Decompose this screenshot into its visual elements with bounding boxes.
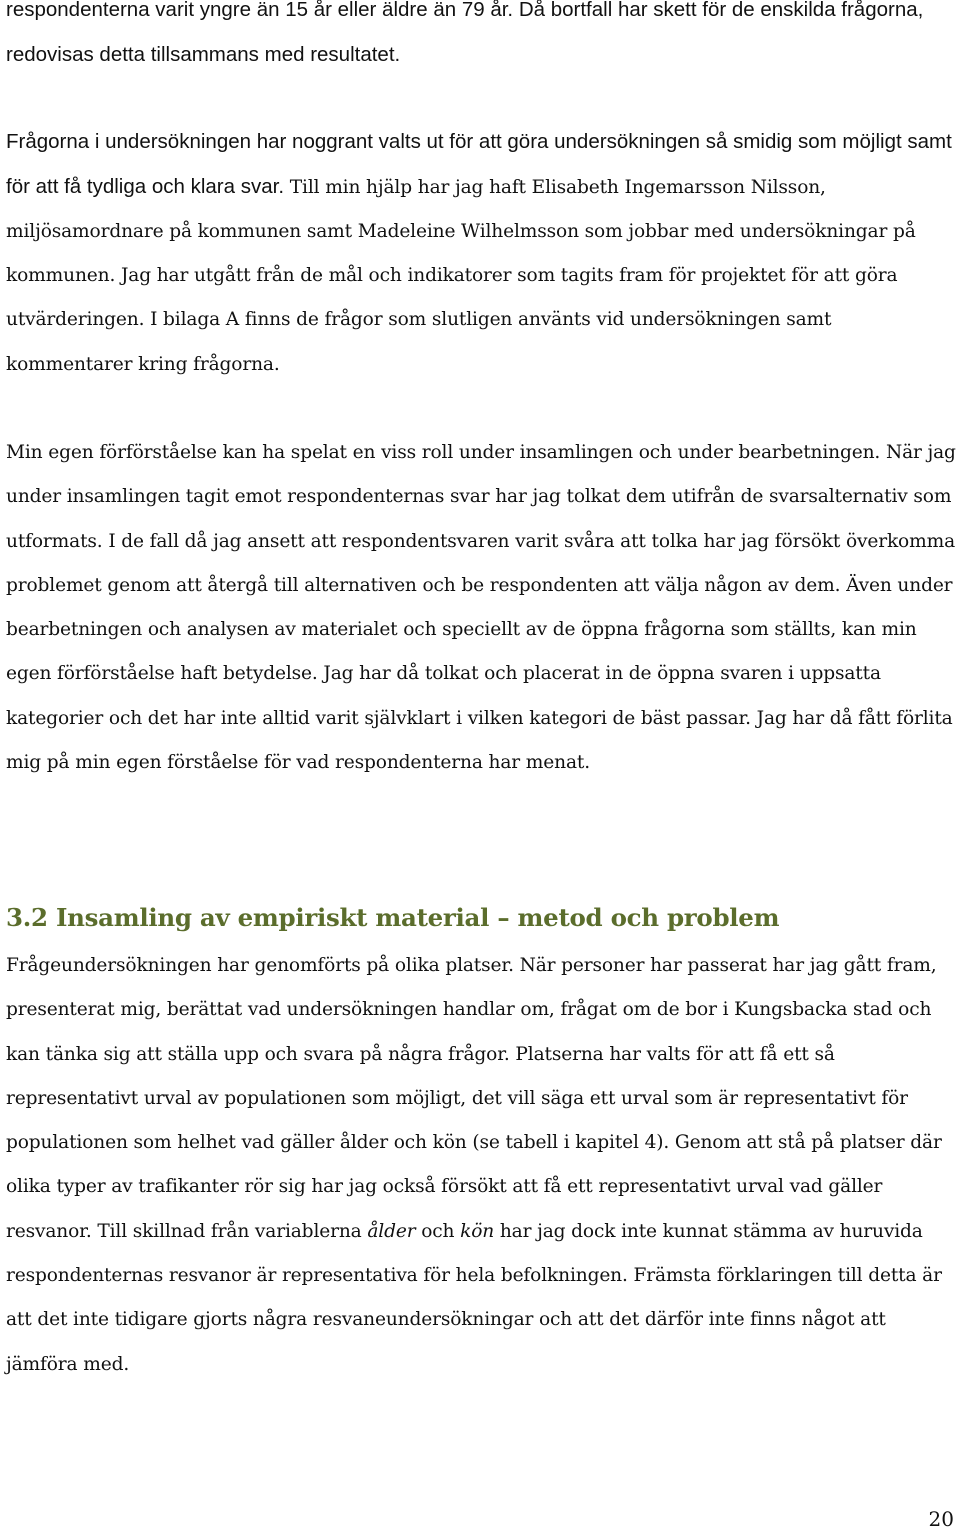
paragraph-respondents-age (6, 0, 956, 77)
paragraph-text: respondenterna varit yngre än 15 år eller äldre än 79 år. Då bortfall har skett för de enskilda frågorna, redovisas detta tillsammans med resultatet. (6, 0, 924, 66)
paragraph-text-sans: Frågorna i undersökningen har noggrant valts ut för att göra undersökningen så smidig som möjligt samt för att få tydliga och klara svar. (6, 130, 952, 198)
paragraph-text: Min egen förförståelse kan ha spelat en viss roll under insamlingen och under bearbetningen. När jag under insamlingen tagit emot respondenternas svar har jag tolkat dem utifrån de svarsalternativ som utformats. I de fall då jag ansett att respondentsvaren varit svåra att tolka har jag försökt överkomma problemet genom att återgå till alternativen och be respondenten att välja någon av dem. Även under bearbetningen och analysen av materialet och speciellt av de öppna frågorna som ställts, kan min egen förförståelse haft betydelse. Jag har då tolkat och placerat in de öppna svaren i uppsatta kategorier och det har inte alltid varit självklart i vilken kategori de bäst passar. Jag har då fått förlita mig på min egen förståelse för vad respondenterna har menat. (6, 442, 956, 774)
emphasis-age: ålder (367, 1220, 416, 1242)
section-heading: 3.2 Insamling av empiriskt material – metod och problem (6, 903, 780, 932)
paragraph-data-collection (6, 944, 956, 1387)
paragraph-preunderstanding (6, 431, 956, 785)
emphasis-gender: kön (460, 1220, 495, 1242)
paragraph-text-part1: Frågeundersökningen har genomförts på olika platser. När personer har passerat har jag gått fram, presenterat mig, berättat vad undersökningen handlar om, frågat om de bor i Kungsbacka stad och kan tänka sig att ställa upp och svara på några frågor. Platserna har valts för att få ett så representativt urval av populationen som möjligt, det vill säga ett urval som är representativt för populationen som helhet vad gäller ålder och kön (se tabell i kapitel 4). Genom att stå på platser där olika typer av trafikanter rör sig har jag också försökt att få ett representativt urval vad gäller resvanor. Till skillnad från variablerna (6, 955, 942, 1242)
paragraph-question-selection (6, 120, 956, 387)
paragraph-text-serif: Till min hjälp har jag haft Elisabeth Ingemarsson Nilsson, miljösamordnare på kommunen samt Madeleine Wilhelmsson som jobbar med undersökningar på kommunen. Jag har utgått från de mål och indikatorer som tagits fram för projektet för att göra utvärderingen. I bilaga A finns de frågor som slutligen använts vid undersökningen samt kommentarer kring frågorna. (6, 176, 916, 375)
paragraph-text-part3: har jag dock inte kunnat stämma av huruvida respondenternas resvanor är representativa för hela befolkningen. Främsta förklaringen till detta är att det inte tidigare gjorts några resvaneundersökningar och att det därför inte finns något att jämföra med. (6, 1220, 942, 1375)
paragraph-text-part2: och (415, 1220, 461, 1242)
page-number: 20 (928, 1507, 954, 1531)
